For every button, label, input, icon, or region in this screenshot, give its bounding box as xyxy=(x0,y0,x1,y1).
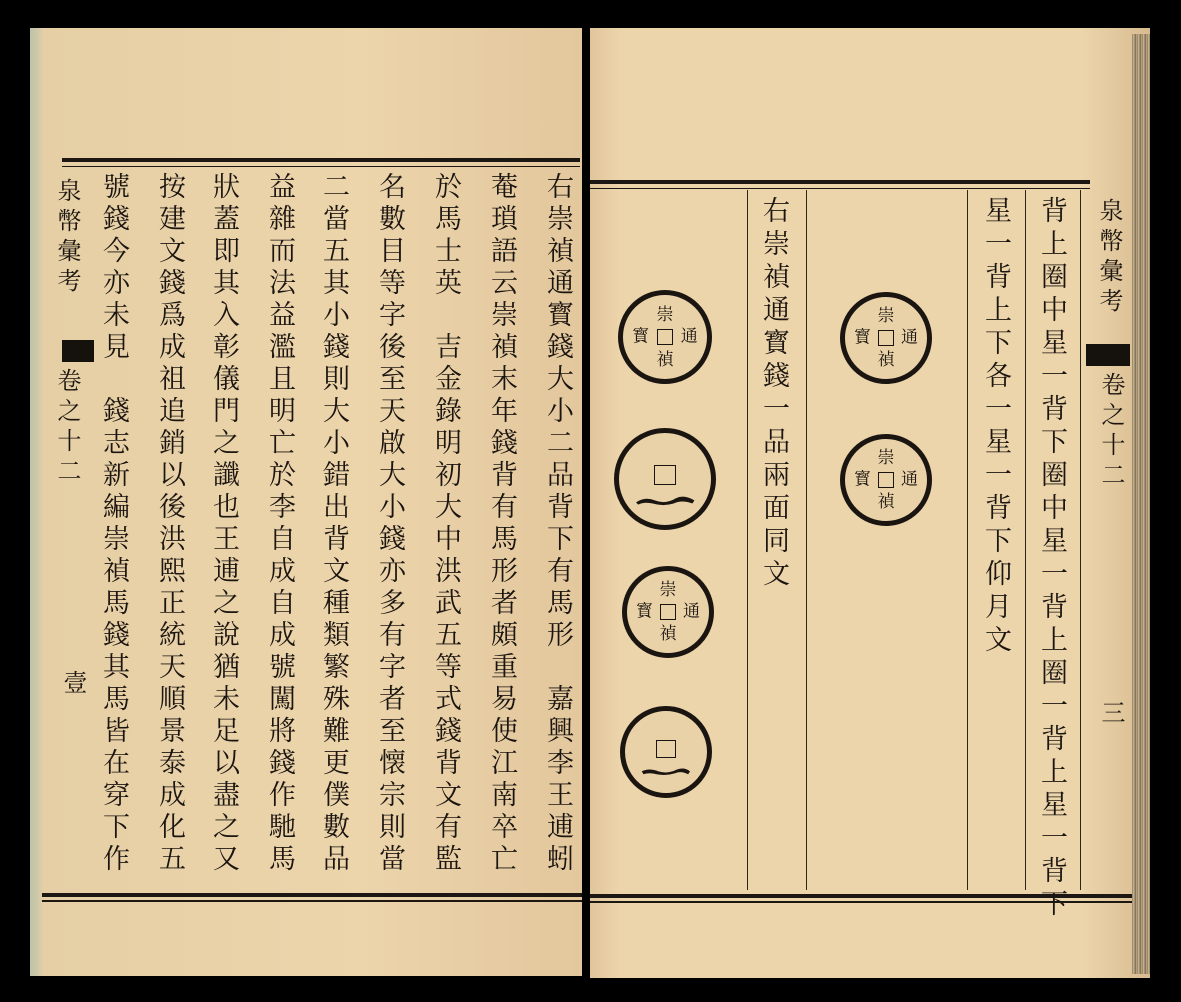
left-column-5: 二當五其小錢則大小錯出背文種類繁殊難更僕數品 xyxy=(318,172,349,876)
coin-hole xyxy=(660,604,676,620)
coin-hole xyxy=(656,740,676,758)
horse-icon xyxy=(634,492,697,507)
left-top-rule xyxy=(62,158,580,162)
left-column-1: 右崇禎通寳錢大小二品背下有馬形 嘉興李王逋蚓 xyxy=(542,172,573,876)
left-column-2: 菴瑣語云崇禎末年錢背有馬形者頗重易使江南卒亡 xyxy=(486,172,517,876)
coin-hole xyxy=(878,472,894,488)
right-coin-label: 右崇禎通寳錢一品兩面同文 xyxy=(758,196,789,592)
coin-obverse-3 xyxy=(840,292,932,384)
coin-top-char: 崇 xyxy=(659,580,677,601)
coin-right-char: 通 xyxy=(900,327,918,348)
coin-obverse-1 xyxy=(618,290,712,384)
coin-reverse-horse-1 xyxy=(614,428,716,530)
left-column-3: 於馬士英 吉金錄明初大中洪武五等式錢背文有監 xyxy=(430,172,461,876)
left-top-rule-thin xyxy=(62,166,580,167)
left-column-9: 號錢今亦未見 錢志新編崇禎馬錢其馬皆在穿下作 xyxy=(98,172,129,876)
right-fish-tail xyxy=(1086,344,1130,366)
left-column-6: 益雜而法益濫且明亡於李自成自成號闖將錢作馳馬 xyxy=(264,172,295,876)
left-chapter: 卷之十二 xyxy=(53,368,81,488)
left-bottom-rule xyxy=(42,893,582,897)
left-folio: 壹 xyxy=(59,670,87,700)
coin-left-char: 寳 xyxy=(854,469,872,490)
right-folio: 三 xyxy=(1097,700,1125,730)
coin-reverse-horse-2 xyxy=(620,706,712,798)
right-page-edge xyxy=(1132,34,1150,974)
right-chapter: 卷之十二 xyxy=(1097,372,1125,492)
right-top-rule-thin xyxy=(590,188,1090,189)
right-top-rule xyxy=(590,180,1090,184)
coin-obverse-2 xyxy=(622,566,714,658)
coin-right-char: 通 xyxy=(900,469,918,490)
right-divider-1 xyxy=(747,190,748,890)
coin-top-char: 崇 xyxy=(656,304,674,325)
right-column-1: 背上圈中星一背下圈中星一背上圈一背上星一背下 xyxy=(1036,196,1067,922)
coin-obverse-4 xyxy=(840,434,932,526)
left-column-7: 狀蓋即其入彰儀門之讖也王逋之說猶未足以盡之又 xyxy=(208,172,239,876)
coin-bottom-char: 禎 xyxy=(659,624,677,645)
right-divider-4 xyxy=(1025,190,1026,890)
left-running-title: 泉幣彙考 xyxy=(53,178,81,298)
coin-hole xyxy=(654,465,676,485)
coin-bottom-char: 禎 xyxy=(877,350,895,371)
coin-left-char: 寳 xyxy=(632,326,650,347)
coin-bottom-char: 禎 xyxy=(877,492,895,513)
coin-bottom-char: 禎 xyxy=(656,349,674,370)
coin-top-char: 崇 xyxy=(877,306,895,327)
coin-right-char: 通 xyxy=(682,601,700,622)
coin-top-char: 崇 xyxy=(877,448,895,469)
left-bottom-rule-thin xyxy=(42,900,582,902)
left-column-8: 按建文錢爲成祖追銷以後洪熙正統天順景泰成化五 xyxy=(154,172,185,876)
right-divider-2 xyxy=(806,190,807,890)
right-column-2: 星一背上下各一星一背下仰月文 xyxy=(980,196,1011,658)
coin-left-char: 寳 xyxy=(854,327,872,348)
left-fish-tail xyxy=(62,340,94,362)
coin-hole xyxy=(878,330,894,346)
right-divider-5 xyxy=(1080,190,1081,890)
coin-right-char: 通 xyxy=(680,326,698,347)
horse-icon xyxy=(638,763,694,776)
coin-left-char: 寳 xyxy=(636,601,654,622)
right-divider-3 xyxy=(967,190,968,890)
left-column-4: 名數目等字後至天啟大小錢亦多有字者至懐宗則當 xyxy=(374,172,405,876)
right-running-title: 泉幣彙考 xyxy=(1095,198,1123,318)
coin-hole xyxy=(657,329,673,345)
